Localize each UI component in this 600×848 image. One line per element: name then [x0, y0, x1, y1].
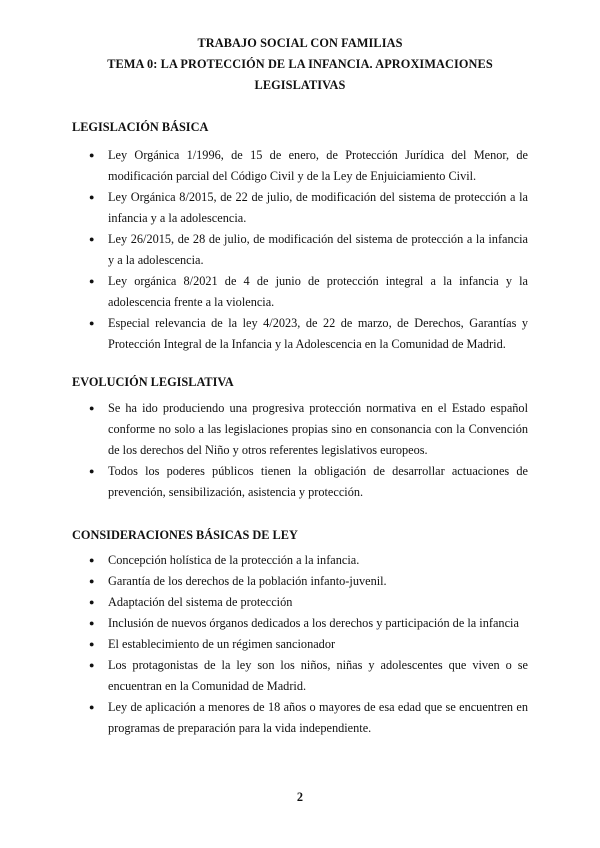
list-item	[0, 229, 528, 271]
list-item-text: Se ha ido produciendo una progresiva protección normativa en el Estado español conforme no solo a las legislaciones propias sino en consonancia con la Convención de los derechos del Niño y otros referentes legislativos europeos.	[108, 401, 528, 457]
list-item	[0, 655, 528, 697]
list-item	[0, 613, 528, 634]
bullet-icon: ●	[89, 639, 95, 649]
bullet-icon: ●	[89, 276, 95, 286]
bullet-icon: ●	[89, 597, 95, 607]
page-number: 2	[296, 790, 304, 804]
list-item-text: Ley Orgánica 1/1996, de 15 de enero, de Protección Jurídica del Menor, de modificación parcial del Código Civil y de la Ley de Enjuiciamiento Civil.	[108, 148, 528, 183]
section-title-evolucion-legislativa: EVOLUCIÓN LEGISLATIVA	[72, 375, 234, 389]
section-title-legislacion-basica: LEGISLACIÓN BÁSICA	[72, 120, 209, 134]
list-item-text: Inclusión de nuevos órganos dedicados a los derechos y participación de la infancia	[108, 616, 519, 630]
bullet-icon: ●	[89, 403, 95, 413]
list-item	[0, 592, 528, 613]
legislacion-basica-list	[0, 145, 528, 355]
list-item-text: Ley 26/2015, de 28 de julio, de modificación del sistema de protección a la infancia y a la adolescencia.	[108, 232, 528, 267]
bullet-icon: ●	[89, 702, 95, 712]
list-item-text: Los protagonistas de la ley son los niños, niñas y adolescentes que viven o se encuentran en la Comunidad de Madrid.	[108, 658, 528, 693]
topic-title-continued: LEGISLATIVAS	[254, 78, 346, 92]
list-item-text: Especial relevancia de la ley 4/2023, de 22 de marzo, de Derechos, Garantías y Protección Integral de la Infancia y la Adolescencia en la Comunidad de Madrid.	[108, 316, 528, 351]
bullet-icon: ●	[89, 150, 95, 160]
list-item	[0, 271, 528, 313]
bullet-icon: ●	[89, 192, 95, 202]
list-item-text: Ley orgánica 8/2021 de 4 de junio de protección integral a la infancia y la adolescencia frente a la violencia.	[108, 274, 528, 309]
list-item-text: El establecimiento de un régimen sancionador	[108, 637, 336, 651]
list-item	[0, 398, 528, 461]
list-item-text: Concepción holística de la protección a la infancia.	[108, 553, 360, 567]
bullet-icon: ●	[89, 576, 95, 586]
topic-title: TEMA 0: LA PROTECCIÓN DE LA INFANCIA. APROXIMACIONES	[107, 57, 493, 71]
course-title: TRABAJO SOCIAL CON FAMILIAS	[197, 36, 403, 50]
list-item	[0, 461, 528, 503]
list-item	[0, 550, 528, 571]
list-item-text: Garantía de los derechos de la población infanto-juvenil.	[108, 574, 387, 588]
bullet-icon: ●	[89, 318, 95, 328]
list-item	[0, 187, 528, 229]
list-item-text: Ley de aplicación a menores de 18 años o mayores de esa edad que se encuentren en programas de preparación para la vida independiente.	[108, 700, 528, 735]
list-item	[0, 634, 528, 655]
bullet-icon: ●	[89, 466, 95, 476]
list-item-text: Ley Orgánica 8/2015, de 22 de julio, de modificación del sistema de protección a la infancia y a la adolescencia.	[108, 190, 528, 225]
list-item	[0, 697, 528, 739]
bullet-icon: ●	[89, 555, 95, 565]
bullet-icon: ●	[89, 660, 95, 670]
consideraciones-basicas-list	[0, 550, 528, 739]
list-item	[0, 571, 528, 592]
evolucion-legislativa-list	[0, 398, 528, 503]
list-item-text: Todos los poderes públicos tienen la obligación de desarrollar actuaciones de prevención, sensibilización, asistencia y protección.	[108, 464, 528, 499]
list-item	[0, 145, 528, 187]
list-item-text: Adaptación del sistema de protección	[108, 595, 293, 609]
list-item	[0, 313, 528, 355]
bullet-icon: ●	[89, 618, 95, 628]
document-header	[60, 33, 540, 96]
section-title-consideraciones-basicas: CONSIDERACIONES BÁSICAS DE LEY	[72, 528, 298, 542]
bullet-icon: ●	[89, 234, 95, 244]
